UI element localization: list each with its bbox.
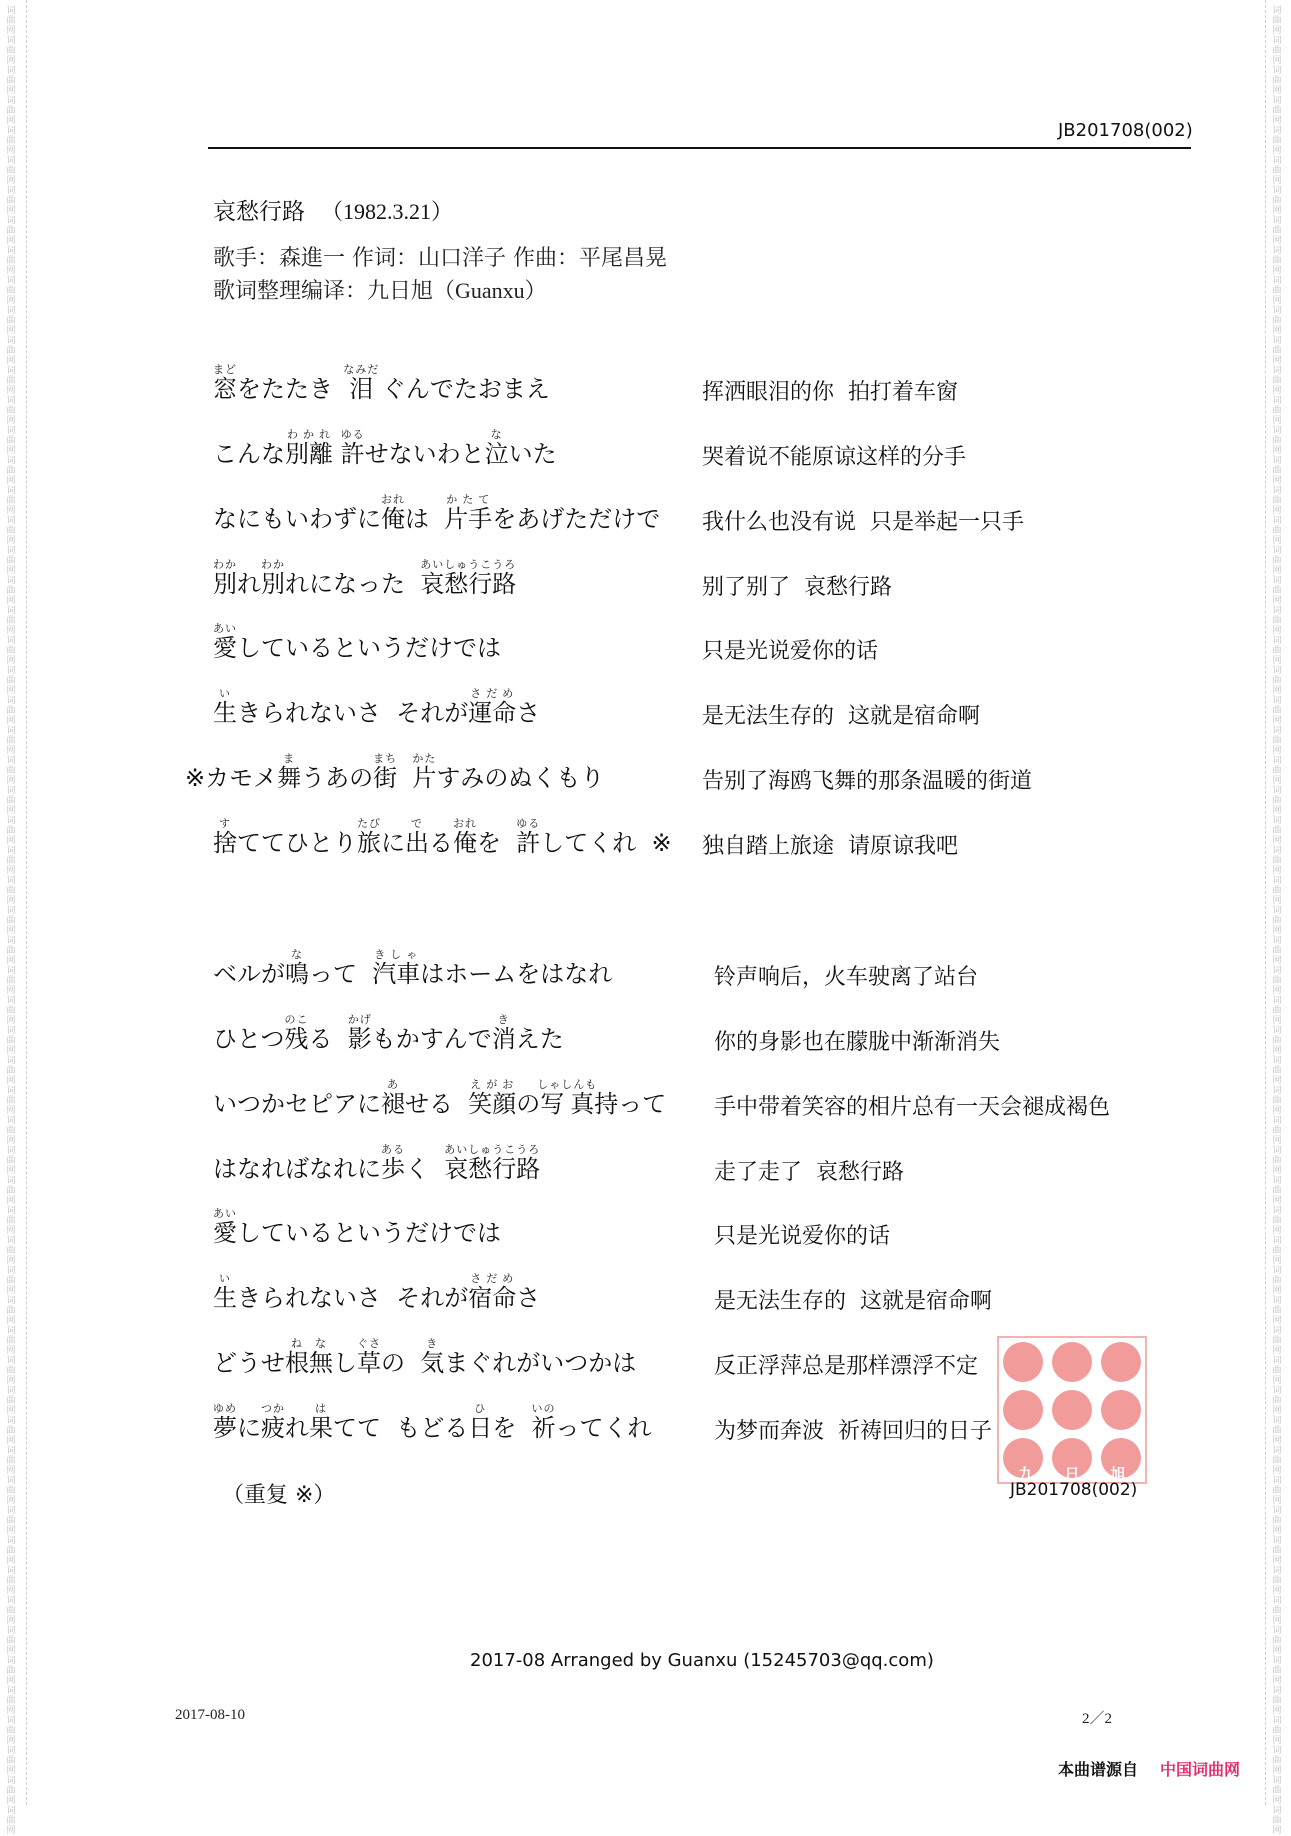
lyric-cn-line: 反正浮萍总是那样漂浮不定 (714, 1354, 979, 1379)
kana-text: の (516, 1090, 541, 1118)
kanji-base: 出 (405, 829, 429, 857)
song-title: 哀愁行路 (213, 199, 305, 225)
kanji-base: 草 (357, 1349, 381, 1377)
lyric-jp-line (213, 622, 501, 663)
furigana-word (340, 428, 365, 468)
kana-text: ってくれ (555, 1414, 652, 1442)
kana-text: ぐんでたおまえ (374, 375, 550, 403)
stamp-dot (1003, 1342, 1043, 1382)
right-dashed-border (1265, 0, 1266, 1805)
kana-text: えた (515, 1025, 564, 1053)
furigana-reading: ゆる (340, 428, 365, 441)
lyric-cn-line: 挥洒眼泪的你 拍打着车窗 (702, 380, 958, 405)
furigana-reading: かたて (444, 493, 493, 506)
kana-text: てて もどる (333, 1414, 469, 1442)
furigana-word (285, 428, 333, 468)
kana-text: しているというだけでは (237, 634, 501, 662)
lyric-jp-line (213, 948, 612, 989)
furigana-reading: わか (261, 558, 285, 571)
song-title-line (213, 193, 453, 226)
kana-text: まぐれがいつかは (444, 1349, 637, 1377)
kanji-base: 褪 (381, 1090, 405, 1118)
lyric-cn-line: 别了别了 哀愁行路 (702, 575, 892, 600)
furigana-word (468, 1272, 517, 1312)
kanji-base: 影 (347, 1025, 372, 1053)
kana-text: し (333, 1349, 357, 1377)
kanji-base: 窓 (213, 375, 237, 403)
furigana-reading: わか (213, 558, 237, 571)
kanji-base: 残 (284, 1025, 309, 1053)
kana-text: って (309, 960, 373, 988)
furigana-word (412, 752, 437, 792)
lyric-jp-line (213, 1272, 540, 1313)
kanji-base: 舞 (277, 764, 302, 792)
kana-text: いた (508, 440, 557, 468)
furigana-word (444, 493, 493, 533)
stamp-code: JB201708(002) (1010, 1480, 1138, 1500)
furigana-word (373, 752, 398, 792)
furigana-word (309, 1402, 333, 1442)
kana-text: しているというだけでは (237, 1219, 501, 1247)
kana-text: いつかセピアに (213, 1090, 381, 1118)
arranger-line (213, 274, 547, 305)
footer-page-number: 2／2 (1082, 1711, 1113, 1727)
kana-text: る (308, 1025, 348, 1053)
furigana-word (343, 363, 380, 403)
kana-text: ててひとり (237, 829, 357, 857)
lyric-cn-line: 只是光说爱你的话 (702, 639, 879, 664)
kana-text: なにもいわずに (213, 505, 381, 533)
lyric-jp-line (213, 1143, 540, 1184)
furigana-reading: ある (381, 1143, 405, 1156)
kanji-base: 宿命 (468, 1284, 517, 1312)
kanji-base: 根無 (285, 1349, 333, 1377)
kana-text: せる (405, 1090, 469, 1118)
lyric-jp-line (213, 428, 557, 469)
kanji-base: 生 (213, 1284, 237, 1312)
kanji-base: 疲 (261, 1414, 285, 1442)
kanji-base: 俺 (453, 829, 477, 857)
furigana-reading: しゃしんも (537, 1078, 598, 1091)
kanji-base: 哀愁行路 (444, 1155, 541, 1183)
furigana-reading: さだめ (468, 687, 517, 700)
furigana-reading: あいしゅうこうろ (420, 558, 517, 571)
kanji-base: 笑顔 (468, 1090, 517, 1118)
arranger-label: 歌词整理编译：九日旭 (213, 279, 434, 304)
furigana-word (420, 558, 517, 598)
kana-text: をたたき (237, 375, 349, 403)
lyric-cn-line: 是无法生存的 这就是宿命啊 (714, 1289, 992, 1314)
furigana-reading: まち (373, 752, 398, 765)
kanji-base: 許 (516, 829, 541, 857)
furigana-word (213, 363, 237, 403)
kana-text: ひとつ (213, 1025, 285, 1053)
furigana-word (213, 1272, 237, 1312)
furigana-word (213, 817, 237, 857)
stamp-dot (1052, 1390, 1092, 1430)
kanji-base: 別 (261, 570, 285, 598)
furigana-word (284, 1013, 309, 1053)
kanji-base: 愛 (213, 634, 237, 662)
kanji-base: 歩 (381, 1155, 405, 1183)
footer-credit: 2017-08 Arranged by Guanxu (15245703@qq.com) (470, 1650, 934, 1671)
kana-text: すみのぬくもり (436, 764, 605, 792)
kanji-base: 片手 (444, 505, 493, 533)
furigana-reading: おれ (453, 817, 477, 830)
furigana-word (372, 948, 421, 988)
furigana-reading: かた (412, 752, 437, 765)
kana-text: もかすんで (371, 1025, 492, 1053)
furigana-reading: おれ (381, 493, 405, 506)
kanji-base: 許 (340, 440, 365, 468)
furigana-reading: あいしゅうこうろ (444, 1143, 541, 1156)
furigana-reading: いの (531, 1402, 556, 1415)
kana-text: さ (516, 1284, 541, 1312)
lyric-cn-line: 我什么也没有说 只是举起一只手 (702, 510, 1024, 535)
furigana-reading: たび (357, 817, 381, 830)
kana-text: を (492, 1414, 532, 1442)
left-dashed-border (26, 0, 27, 1805)
furigana-reading: ねな (285, 1337, 333, 1350)
kana-text: る (429, 829, 453, 857)
kanji-base: 消 (491, 1025, 516, 1053)
stamp-dot (1101, 1390, 1141, 1430)
kanji-base: 写真 (537, 1090, 598, 1118)
furigana-word (531, 1402, 556, 1442)
kanji-base: 泪 (343, 375, 380, 403)
kana-text: に (381, 829, 405, 857)
furigana-word (453, 817, 477, 857)
kana-text: ※カモメ (185, 764, 278, 792)
furigana-word (381, 1143, 405, 1183)
furigana-word (285, 948, 309, 988)
kanji-base: 哀愁行路 (420, 570, 517, 598)
song-credits: 歌手：森進一 作词：山口洋子 作曲：平尾昌晃 (213, 246, 667, 271)
furigana-reading: い (213, 687, 237, 700)
furigana-reading: まど (213, 363, 237, 376)
furigana-reading: あい (213, 1207, 237, 1220)
furigana-reading: ぐさ (357, 1337, 381, 1350)
kana-text: の (381, 1349, 421, 1377)
kana-text: ベルが (213, 960, 285, 988)
furigana-word (357, 817, 381, 857)
kanji-base: 片 (412, 764, 437, 792)
kana-text (397, 764, 412, 792)
kanji-base: 運命 (468, 699, 517, 727)
furigana-reading: かげ (347, 1013, 372, 1026)
kanji-base: 愛 (213, 1219, 237, 1247)
furigana-word (285, 1337, 333, 1377)
furigana-reading: ひ (468, 1402, 493, 1415)
header-code: JB201708(002) (1058, 120, 1193, 141)
furigana-word (468, 687, 517, 727)
furigana-word (213, 558, 237, 598)
lyric-jp-line (213, 817, 672, 858)
kana-text: せないわと (364, 440, 485, 468)
lyric-cn-line: 你的身影也在朦胧中渐渐消失 (714, 1030, 1001, 1055)
furigana-word (381, 1078, 405, 1118)
furigana-word (357, 1337, 381, 1377)
kana-text (333, 440, 341, 468)
kanji-base: 果 (309, 1414, 333, 1442)
lyric-cn-line: 独自踏上旅途 请原谅我吧 (702, 834, 958, 859)
furigana-word (347, 1013, 372, 1053)
kana-text: きられないさ それが (237, 699, 469, 727)
furigana-reading: は (309, 1402, 333, 1415)
kanji-base: 別離 (285, 440, 333, 468)
song-date: （1982.3.21） (321, 199, 454, 224)
stamp-dot (1052, 1342, 1092, 1382)
source-attribution (1058, 1757, 1240, 1780)
kanji-base: 鳴 (285, 960, 309, 988)
kana-text: はなればなれに (213, 1155, 381, 1183)
furigana-word (468, 1402, 493, 1442)
furigana-reading: あい (213, 622, 237, 635)
kana-text: こんな (213, 440, 285, 468)
kanji-base: 街 (373, 764, 398, 792)
lyric-cn-line: 只是光说爱你的话 (714, 1224, 891, 1249)
furigana-word (213, 687, 237, 727)
kanji-base: 泣 (484, 440, 509, 468)
lyric-cn-line: 走了走了 哀愁行路 (714, 1160, 904, 1185)
furigana-reading: ゆめ (213, 1402, 237, 1415)
stamp-char: 旭 (1110, 1465, 1126, 1483)
kana-text: さ (516, 699, 541, 727)
kana-text: を (477, 829, 517, 857)
furigana-reading: き (491, 1013, 516, 1026)
furigana-reading: で (405, 817, 429, 830)
lyric-jp-line (213, 687, 540, 728)
furigana-reading: きしゃ (372, 948, 421, 961)
furigana-word (381, 493, 405, 533)
kanji-base: 俺 (381, 505, 405, 533)
lyric-jp-line (213, 1078, 666, 1119)
repeat-note: （重复 ※） (222, 1483, 336, 1508)
seal-stamp (997, 1336, 1147, 1484)
furigana-word (405, 817, 429, 857)
kanji-base: 気 (420, 1349, 445, 1377)
lyric-jp-line (213, 493, 660, 534)
kana-text: してくれ ※ (540, 829, 672, 857)
furigana-word (484, 428, 509, 468)
kana-text: うあの (301, 764, 374, 792)
kana-text: れになった (285, 570, 421, 598)
furigana-word (444, 1143, 541, 1183)
furigana-reading: なみだ (343, 363, 380, 376)
source-label: 本曲谱源自 (1058, 1760, 1139, 1779)
lyric-cn-line: 手中带着笑容的相片总有一天会褪成褐色 (714, 1095, 1111, 1120)
lyric-jp-line (213, 1402, 652, 1443)
furigana-word (261, 558, 285, 598)
kana-text: 持って (594, 1090, 667, 1118)
kana-text: に (237, 1414, 261, 1442)
lyric-cn-line: 哭着说不能原谅这样的分手 (702, 445, 967, 470)
kanji-base: 生 (213, 699, 237, 727)
lyric-jp-line (185, 752, 604, 793)
furigana-reading: な (285, 948, 309, 961)
furigana-reading: ゆる (516, 817, 541, 830)
kanji-base: 汽車 (372, 960, 421, 988)
furigana-word (537, 1078, 598, 1118)
lyric-jp-line (213, 1337, 636, 1378)
kanji-base: 祈 (531, 1414, 556, 1442)
kanji-base: 旅 (357, 829, 381, 857)
kana-text: れ (285, 1414, 309, 1442)
kana-text: はホームをはなれ (420, 960, 613, 988)
furigana-word (468, 1078, 517, 1118)
lyric-cn-line: 铃声响后，火车驶离了站台 (714, 965, 979, 990)
furigana-word (213, 1402, 237, 1442)
source-brand-link[interactable]: 中国词曲网 (1160, 1760, 1241, 1779)
furigana-reading: さだめ (468, 1272, 517, 1285)
furigana-reading: えがお (468, 1078, 517, 1091)
lyric-jp-line (213, 1013, 564, 1054)
furigana-word (277, 752, 302, 792)
lyric-jp-line (213, 363, 550, 404)
kanji-base: 夢 (213, 1414, 237, 1442)
furigana-word (491, 1013, 516, 1053)
header-rule (208, 147, 1191, 149)
lyric-jp-line (213, 558, 516, 599)
furigana-word (261, 1402, 285, 1442)
kana-text: きられないさ それが (237, 1284, 469, 1312)
kanji-base: 捨 (213, 829, 237, 857)
right-watermark-strip: 词曲网词曲网词曲网词曲网词曲网词曲网词曲网词曲网词曲网词曲网词曲网词曲网词曲网词曲网词曲网词曲网词曲网词曲网词曲网词曲网词曲网词曲网词曲网词曲网词曲网词曲网词曲网词曲网词曲网词曲网词曲网词曲网词曲网词曲网词曲网词曲网词曲网词曲网词曲网词曲网词曲网词曲网词曲网词曲网词曲网词曲网词曲网词曲网词曲网词曲网词曲网词曲网词曲网词曲网词曲网词曲网词曲网词曲网词曲网词曲网词曲网 (1272, 6, 1282, 1836)
kana-text: は (405, 505, 445, 533)
furigana-reading: な (484, 428, 509, 441)
furigana-reading: あ (381, 1078, 405, 1091)
footer-date: 2017-08-10 (175, 1707, 245, 1723)
furigana-word (213, 622, 237, 662)
lyric-cn-line: 是无法生存的 这就是宿命啊 (702, 704, 980, 729)
arranger-latin: （Guanxu） (433, 278, 547, 303)
kanji-base: 別 (213, 570, 237, 598)
furigana-reading: のこ (284, 1013, 309, 1026)
stamp-char: 九 (1018, 1465, 1034, 1483)
furigana-reading: つか (261, 1402, 285, 1415)
furigana-reading: き (420, 1337, 445, 1350)
stamp-dot (1003, 1390, 1043, 1430)
stamp-char: 日 (1064, 1465, 1080, 1483)
furigana-reading: ま (277, 752, 302, 765)
lyric-jp-line (213, 1207, 501, 1248)
left-watermark-strip: 词曲网词曲网词曲网词曲网词曲网词曲网词曲网词曲网词曲网词曲网词曲网词曲网词曲网词曲网词曲网词曲网词曲网词曲网词曲网词曲网词曲网词曲网词曲网词曲网词曲网词曲网词曲网词曲网词曲网词曲网词曲网词曲网词曲网词曲网词曲网词曲网词曲网词曲网词曲网词曲网词曲网词曲网词曲网词曲网词曲网词曲网词曲网词曲网词曲网词曲网词曲网词曲网词曲网词曲网词曲网词曲网词曲网词曲网词曲网词曲网词曲网 (6, 6, 16, 1836)
furigana-reading: わかれ (285, 428, 333, 441)
furigana-word (516, 817, 541, 857)
kana-text: く (405, 1155, 445, 1183)
furigana-reading: い (213, 1272, 237, 1285)
kana-text: どうせ (213, 1349, 285, 1377)
lyric-cn-line: 为梦而奔波 祈祷回归的日子 (714, 1419, 992, 1444)
kana-text: れ (237, 570, 261, 598)
lyric-cn-line: 告别了海鸥飞舞的那条温暖的街道 (702, 769, 1033, 794)
kana-text: をあげただけで (492, 505, 661, 533)
stamp-dot (1101, 1342, 1141, 1382)
furigana-word (213, 1207, 237, 1247)
furigana-reading: す (213, 817, 237, 830)
furigana-word (420, 1337, 445, 1377)
kanji-base: 日 (468, 1414, 493, 1442)
